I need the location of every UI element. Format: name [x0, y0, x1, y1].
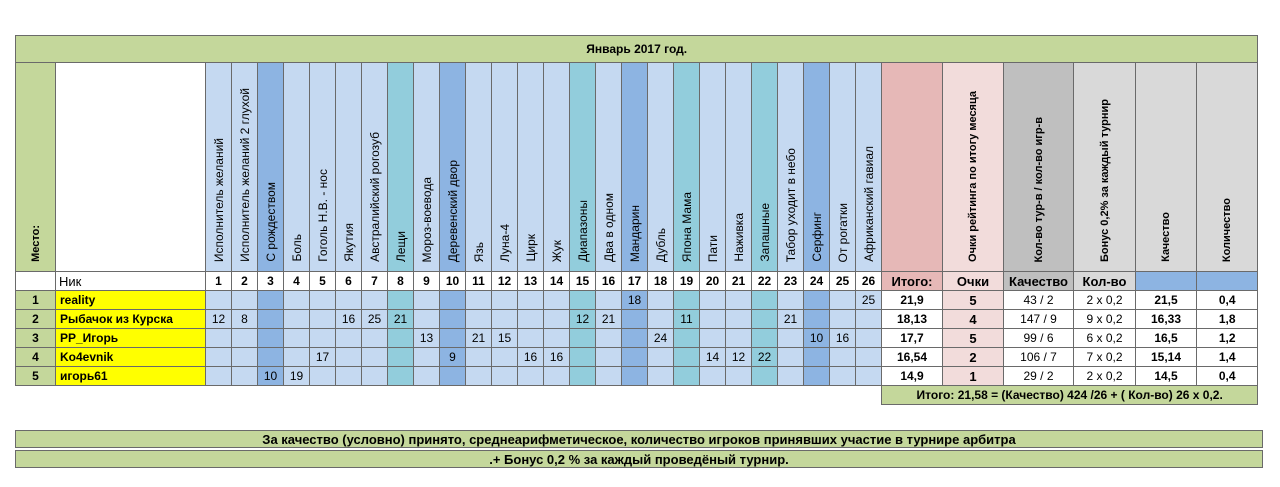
- player-total: 14,9: [882, 367, 943, 386]
- tournament-header-16: [596, 63, 622, 272]
- player-nick: игорь61: [56, 367, 206, 386]
- score-cell: [440, 329, 466, 348]
- score-cell: [648, 310, 674, 329]
- score-cell: 16: [544, 348, 570, 367]
- score-cell: 12: [726, 348, 752, 367]
- tournament-header-19-label: Япона Мама: [679, 191, 694, 262]
- number-row-blank: [16, 272, 56, 291]
- score-cell: [778, 348, 804, 367]
- tournament-header-13: [518, 63, 544, 272]
- score-cell: [284, 348, 310, 367]
- tournament-header-20-label: Пати: [705, 234, 720, 262]
- summary-blank: [16, 386, 882, 405]
- score-cell: 12: [206, 310, 232, 329]
- player-place: 1: [16, 291, 56, 310]
- tournament-number-11: 11: [466, 272, 492, 291]
- player-row: [16, 310, 1258, 329]
- tournament-header-6: [336, 63, 362, 272]
- tournament-header-26-label: Африканский гавиал: [861, 146, 876, 262]
- tournament-number-22: 22: [752, 272, 778, 291]
- player-points: 5: [943, 329, 1004, 348]
- score-cell: [726, 367, 752, 386]
- tournament-header-11: [466, 63, 492, 272]
- tournament-header-8-label: Лещи: [393, 230, 408, 262]
- score-cell: [206, 291, 232, 310]
- nick-header-blank: [56, 63, 206, 272]
- score-cell: [232, 348, 258, 367]
- place-header: [16, 63, 56, 272]
- score-cell: [388, 348, 414, 367]
- tournament-number-24: 24: [804, 272, 830, 291]
- score-cell: 16: [518, 348, 544, 367]
- score-cell: [700, 329, 726, 348]
- tournament-header-14: [544, 63, 570, 272]
- score-cell: 9: [440, 348, 466, 367]
- score-cell: [362, 291, 388, 310]
- player-count-value: 1,8: [1197, 310, 1258, 329]
- player-quality: 29 / 2: [1004, 367, 1074, 386]
- player-count-value: 1,2: [1197, 329, 1258, 348]
- score-cell: [752, 329, 778, 348]
- score-cell: [804, 348, 830, 367]
- tournament-number-19: 19: [674, 272, 700, 291]
- score-cell: [388, 367, 414, 386]
- tournament-number-21: 21: [726, 272, 752, 291]
- player-quality-value: 21,5: [1136, 291, 1197, 310]
- tournament-number-26: 26: [856, 272, 882, 291]
- score-cell: [518, 310, 544, 329]
- tournament-number-25: 25: [830, 272, 856, 291]
- score-cell: 12: [570, 310, 596, 329]
- tournament-header-9: [414, 63, 440, 272]
- tournament-number-18: 18: [648, 272, 674, 291]
- score-cell: [414, 291, 440, 310]
- summary-header-4-label: Бонус 0,2% за каждый турнир: [1098, 98, 1111, 262]
- score-cell: [726, 329, 752, 348]
- score-cell: [232, 291, 258, 310]
- summary-header-5: [1136, 63, 1197, 272]
- score-cell: 16: [830, 329, 856, 348]
- tournament-header-1-label: Исполнитель желаний: [211, 137, 226, 262]
- player-total: 18,13: [882, 310, 943, 329]
- score-cell: [492, 310, 518, 329]
- score-cell: 21: [466, 329, 492, 348]
- tournament-header-25: [830, 63, 856, 272]
- score-cell: [700, 367, 726, 386]
- tournament-number-8: 8: [388, 272, 414, 291]
- score-cell: [388, 329, 414, 348]
- score-cell: 15: [492, 329, 518, 348]
- summary-header-6-label: Количество: [1221, 197, 1234, 262]
- tournament-header-17: [622, 63, 648, 272]
- score-cell: [258, 310, 284, 329]
- player-quality-value: 15,14: [1136, 348, 1197, 367]
- score-cell: [752, 310, 778, 329]
- tournament-header-3-label: С рождеством: [263, 182, 278, 262]
- summary-header-1: [882, 63, 943, 272]
- tournament-header-18: [648, 63, 674, 272]
- summary-subheader-5: [1136, 272, 1197, 291]
- score-cell: 10: [258, 367, 284, 386]
- score-cell: [622, 329, 648, 348]
- tournament-header-23: [778, 63, 804, 272]
- tournament-header-10: [440, 63, 466, 272]
- score-cell: [258, 348, 284, 367]
- player-points: 4: [943, 310, 1004, 329]
- score-cell: [440, 310, 466, 329]
- player-count: 9 x 0,2: [1074, 310, 1136, 329]
- player-count: 6 x 0,2: [1074, 329, 1136, 348]
- score-cell: [336, 367, 362, 386]
- tournament-header-3: [258, 63, 284, 272]
- rating-table: [15, 35, 1258, 405]
- tournament-header-15-label: Диапазоны: [575, 200, 590, 262]
- score-cell: 13: [414, 329, 440, 348]
- score-cell: [804, 291, 830, 310]
- tournament-header-26: [856, 63, 882, 272]
- note-quality: За качество (условно) принято, среднеарифметическое, количество игроков принявших участие в турнире арбитра: [15, 430, 1263, 448]
- tournament-header-12-label: Луна-4: [497, 224, 512, 262]
- player-points: 2: [943, 348, 1004, 367]
- score-cell: [518, 291, 544, 310]
- score-cell: [596, 367, 622, 386]
- score-cell: 24: [648, 329, 674, 348]
- score-cell: [570, 329, 596, 348]
- score-cell: [544, 367, 570, 386]
- tournament-number-5: 5: [310, 272, 336, 291]
- player-count-value: 1,4: [1197, 348, 1258, 367]
- score-cell: [596, 291, 622, 310]
- player-count: 2 x 0,2: [1074, 291, 1136, 310]
- score-cell: [310, 291, 336, 310]
- score-cell: [362, 329, 388, 348]
- tournament-header-2-label: Исполнитель желаний 2 глухой: [237, 88, 252, 262]
- tournament-header-12: [492, 63, 518, 272]
- score-cell: [778, 291, 804, 310]
- tournament-header-18-label: Дубль: [653, 227, 668, 262]
- score-cell: [362, 348, 388, 367]
- tournament-number-14: 14: [544, 272, 570, 291]
- score-cell: [570, 367, 596, 386]
- tournament-number-16: 16: [596, 272, 622, 291]
- score-cell: [856, 348, 882, 367]
- score-cell: [440, 367, 466, 386]
- player-place: 3: [16, 329, 56, 348]
- score-cell: [622, 348, 648, 367]
- score-cell: [284, 310, 310, 329]
- player-nick: reality: [56, 291, 206, 310]
- score-cell: [596, 348, 622, 367]
- tournament-header-23-label: Табор уходит в небо: [783, 147, 798, 262]
- score-cell: 22: [752, 348, 778, 367]
- score-cell: [648, 367, 674, 386]
- tournament-header-24: [804, 63, 830, 272]
- score-cell: [726, 291, 752, 310]
- tournament-header-6-label: Якутия: [341, 223, 356, 262]
- title-row: [16, 36, 1258, 63]
- score-cell: [518, 329, 544, 348]
- place-header-label: Место:: [29, 225, 42, 262]
- tournament-header-5-label: Гоголь Н.В. - нос: [315, 169, 330, 262]
- player-place: 5: [16, 367, 56, 386]
- tournament-number-6: 6: [336, 272, 362, 291]
- score-cell: [700, 291, 726, 310]
- summary-header-2-label: Очки рейтинга по итогу месяца: [967, 91, 979, 262]
- summary-header-3: [1004, 63, 1074, 272]
- tournament-header-13-label: Цирк: [523, 234, 538, 262]
- player-quality-value: 16,5: [1136, 329, 1197, 348]
- tournament-number-15: 15: [570, 272, 596, 291]
- score-cell: [284, 329, 310, 348]
- player-quality: 43 / 2: [1004, 291, 1074, 310]
- score-cell: 17: [310, 348, 336, 367]
- score-cell: [804, 367, 830, 386]
- tournament-header-25-label: От рогатки: [835, 202, 850, 262]
- score-cell: 11: [674, 310, 700, 329]
- player-count: 2 x 0,2: [1074, 367, 1136, 386]
- tournament-header-16-label: Два в одном: [601, 192, 616, 262]
- score-cell: 19: [284, 367, 310, 386]
- score-cell: [778, 367, 804, 386]
- score-cell: [804, 310, 830, 329]
- tournament-header-1: [206, 63, 232, 272]
- score-cell: [310, 367, 336, 386]
- tournament-header-17-label: Мандарин: [627, 204, 642, 262]
- summary-subheader-3: Качество: [1004, 272, 1074, 291]
- summary-header-5-label: Качество: [1160, 212, 1172, 262]
- tournament-header-9-label: Мороз-воевода: [419, 176, 434, 262]
- player-row: [16, 367, 1258, 386]
- score-cell: [284, 291, 310, 310]
- score-cell: [830, 310, 856, 329]
- tournament-number-1: 1: [206, 272, 232, 291]
- tournament-number-4: 4: [284, 272, 310, 291]
- tournament-header-21-label: Наживка: [731, 213, 746, 262]
- score-cell: 21: [778, 310, 804, 329]
- player-total: 16,54: [882, 348, 943, 367]
- tournament-number-12: 12: [492, 272, 518, 291]
- player-place: 2: [16, 310, 56, 329]
- tournament-header-2: [232, 63, 258, 272]
- note-bonus: .+ Бонус 0,2 % за каждый проведёный турнир.: [15, 450, 1263, 468]
- score-cell: [830, 291, 856, 310]
- score-cell: [622, 367, 648, 386]
- player-quality: 99 / 6: [1004, 329, 1074, 348]
- tournament-number-2: 2: [232, 272, 258, 291]
- score-cell: [388, 291, 414, 310]
- tournament-number-3: 3: [258, 272, 284, 291]
- player-points: 1: [943, 367, 1004, 386]
- tournament-number-23: 23: [778, 272, 804, 291]
- score-cell: [830, 367, 856, 386]
- tournament-number-17: 17: [622, 272, 648, 291]
- player-nick: PP_Игорь: [56, 329, 206, 348]
- score-cell: [596, 329, 622, 348]
- score-cell: [206, 348, 232, 367]
- score-cell: [674, 291, 700, 310]
- player-place: 4: [16, 348, 56, 367]
- tournament-header-21: [726, 63, 752, 272]
- score-cell: 18: [622, 291, 648, 310]
- score-cell: [674, 329, 700, 348]
- score-cell: [778, 329, 804, 348]
- score-cell: [232, 329, 258, 348]
- score-cell: [206, 329, 232, 348]
- score-cell: 10: [804, 329, 830, 348]
- score-cell: 8: [232, 310, 258, 329]
- score-cell: [258, 329, 284, 348]
- tournament-header-19: [674, 63, 700, 272]
- score-cell: [492, 348, 518, 367]
- summary-formula: Итого: 21,58 = (Качество) 424 /26 + ( Кол-во) 26 х 0,2.: [882, 386, 1258, 405]
- tournament-header-4-label: Боль: [289, 234, 304, 262]
- score-cell: [206, 367, 232, 386]
- tournament-header-5: [310, 63, 336, 272]
- tournament-header-15: [570, 63, 596, 272]
- score-cell: [570, 348, 596, 367]
- tournament-header-22-label: Запашные: [757, 203, 772, 262]
- player-row: [16, 329, 1258, 348]
- summary-subheader-6: [1197, 272, 1258, 291]
- score-cell: [466, 348, 492, 367]
- tournament-number-9: 9: [414, 272, 440, 291]
- score-cell: [622, 310, 648, 329]
- tournament-header-7-label: Австралийский рогозуб: [367, 132, 382, 262]
- tournament-header-8: [388, 63, 414, 272]
- score-cell: [414, 310, 440, 329]
- score-cell: [336, 329, 362, 348]
- score-cell: [518, 367, 544, 386]
- score-cell: [752, 367, 778, 386]
- score-cell: 25: [362, 310, 388, 329]
- score-cell: [544, 291, 570, 310]
- summary-header-3-label: Кол-во тур-в / кол-во игр-в: [1032, 116, 1045, 262]
- score-cell: [414, 367, 440, 386]
- tournament-number-7: 7: [362, 272, 388, 291]
- score-cell: [752, 291, 778, 310]
- score-cell: [336, 348, 362, 367]
- player-points: 5: [943, 291, 1004, 310]
- tournament-header-11-label: Язь: [471, 241, 486, 262]
- score-cell: [570, 291, 596, 310]
- summary-header-6: [1197, 63, 1258, 272]
- table-title: Январь 2017 год.: [16, 36, 1258, 63]
- player-row: [16, 291, 1258, 310]
- score-cell: [830, 348, 856, 367]
- summary-subheader-1: Итого:: [882, 272, 943, 291]
- player-total: 21,9: [882, 291, 943, 310]
- score-cell: [492, 367, 518, 386]
- summary-row: [16, 386, 1258, 405]
- tournament-header-22: [752, 63, 778, 272]
- score-cell: 21: [388, 310, 414, 329]
- score-cell: [362, 367, 388, 386]
- player-quality-value: 14,5: [1136, 367, 1197, 386]
- score-cell: [856, 310, 882, 329]
- tournament-header-20: [700, 63, 726, 272]
- score-cell: [492, 291, 518, 310]
- player-row: [16, 348, 1258, 367]
- score-cell: [466, 367, 492, 386]
- player-quality: 106 / 7: [1004, 348, 1074, 367]
- score-cell: [648, 291, 674, 310]
- player-count: 7 x 0,2: [1074, 348, 1136, 367]
- score-cell: [466, 291, 492, 310]
- player-total: 17,7: [882, 329, 943, 348]
- score-cell: [336, 291, 362, 310]
- tournament-header-14-label: Жук: [549, 239, 564, 262]
- score-cell: 16: [336, 310, 362, 329]
- summary-header-4: [1074, 63, 1136, 272]
- summary-subheader-2: Очки: [943, 272, 1004, 291]
- player-nick: Ko4evnik: [56, 348, 206, 367]
- tournament-header-10-label: Деревенский двор: [445, 159, 460, 262]
- header-row: [16, 63, 1258, 272]
- score-cell: 25: [856, 291, 882, 310]
- score-cell: [700, 310, 726, 329]
- nick-label: Ник: [56, 272, 206, 291]
- score-cell: 21: [596, 310, 622, 329]
- score-cell: [648, 348, 674, 367]
- score-cell: [856, 367, 882, 386]
- score-cell: [440, 291, 466, 310]
- score-cell: 14: [700, 348, 726, 367]
- number-row: [16, 272, 1258, 291]
- tournament-number-20: 20: [700, 272, 726, 291]
- tournament-header-24-label: Серфинг: [809, 212, 824, 262]
- score-cell: [544, 310, 570, 329]
- player-count-value: 0,4: [1197, 291, 1258, 310]
- score-cell: [674, 367, 700, 386]
- score-cell: [544, 329, 570, 348]
- score-cell: [414, 348, 440, 367]
- score-cell: [310, 329, 336, 348]
- tournament-number-10: 10: [440, 272, 466, 291]
- player-quality-value: 16,33: [1136, 310, 1197, 329]
- score-cell: [310, 310, 336, 329]
- score-cell: [856, 329, 882, 348]
- player-quality: 147 / 9: [1004, 310, 1074, 329]
- summary-subheader-4: Кол-во: [1074, 272, 1136, 291]
- tournament-header-7: [362, 63, 388, 272]
- score-cell: [466, 310, 492, 329]
- score-cell: [726, 310, 752, 329]
- score-cell: [674, 348, 700, 367]
- score-cell: [232, 367, 258, 386]
- tournament-number-13: 13: [518, 272, 544, 291]
- score-cell: [258, 291, 284, 310]
- tournament-header-4: [284, 63, 310, 272]
- player-count-value: 0,4: [1197, 367, 1258, 386]
- player-nick: Рыбачок из Курска: [56, 310, 206, 329]
- summary-header-2: [943, 63, 1004, 272]
